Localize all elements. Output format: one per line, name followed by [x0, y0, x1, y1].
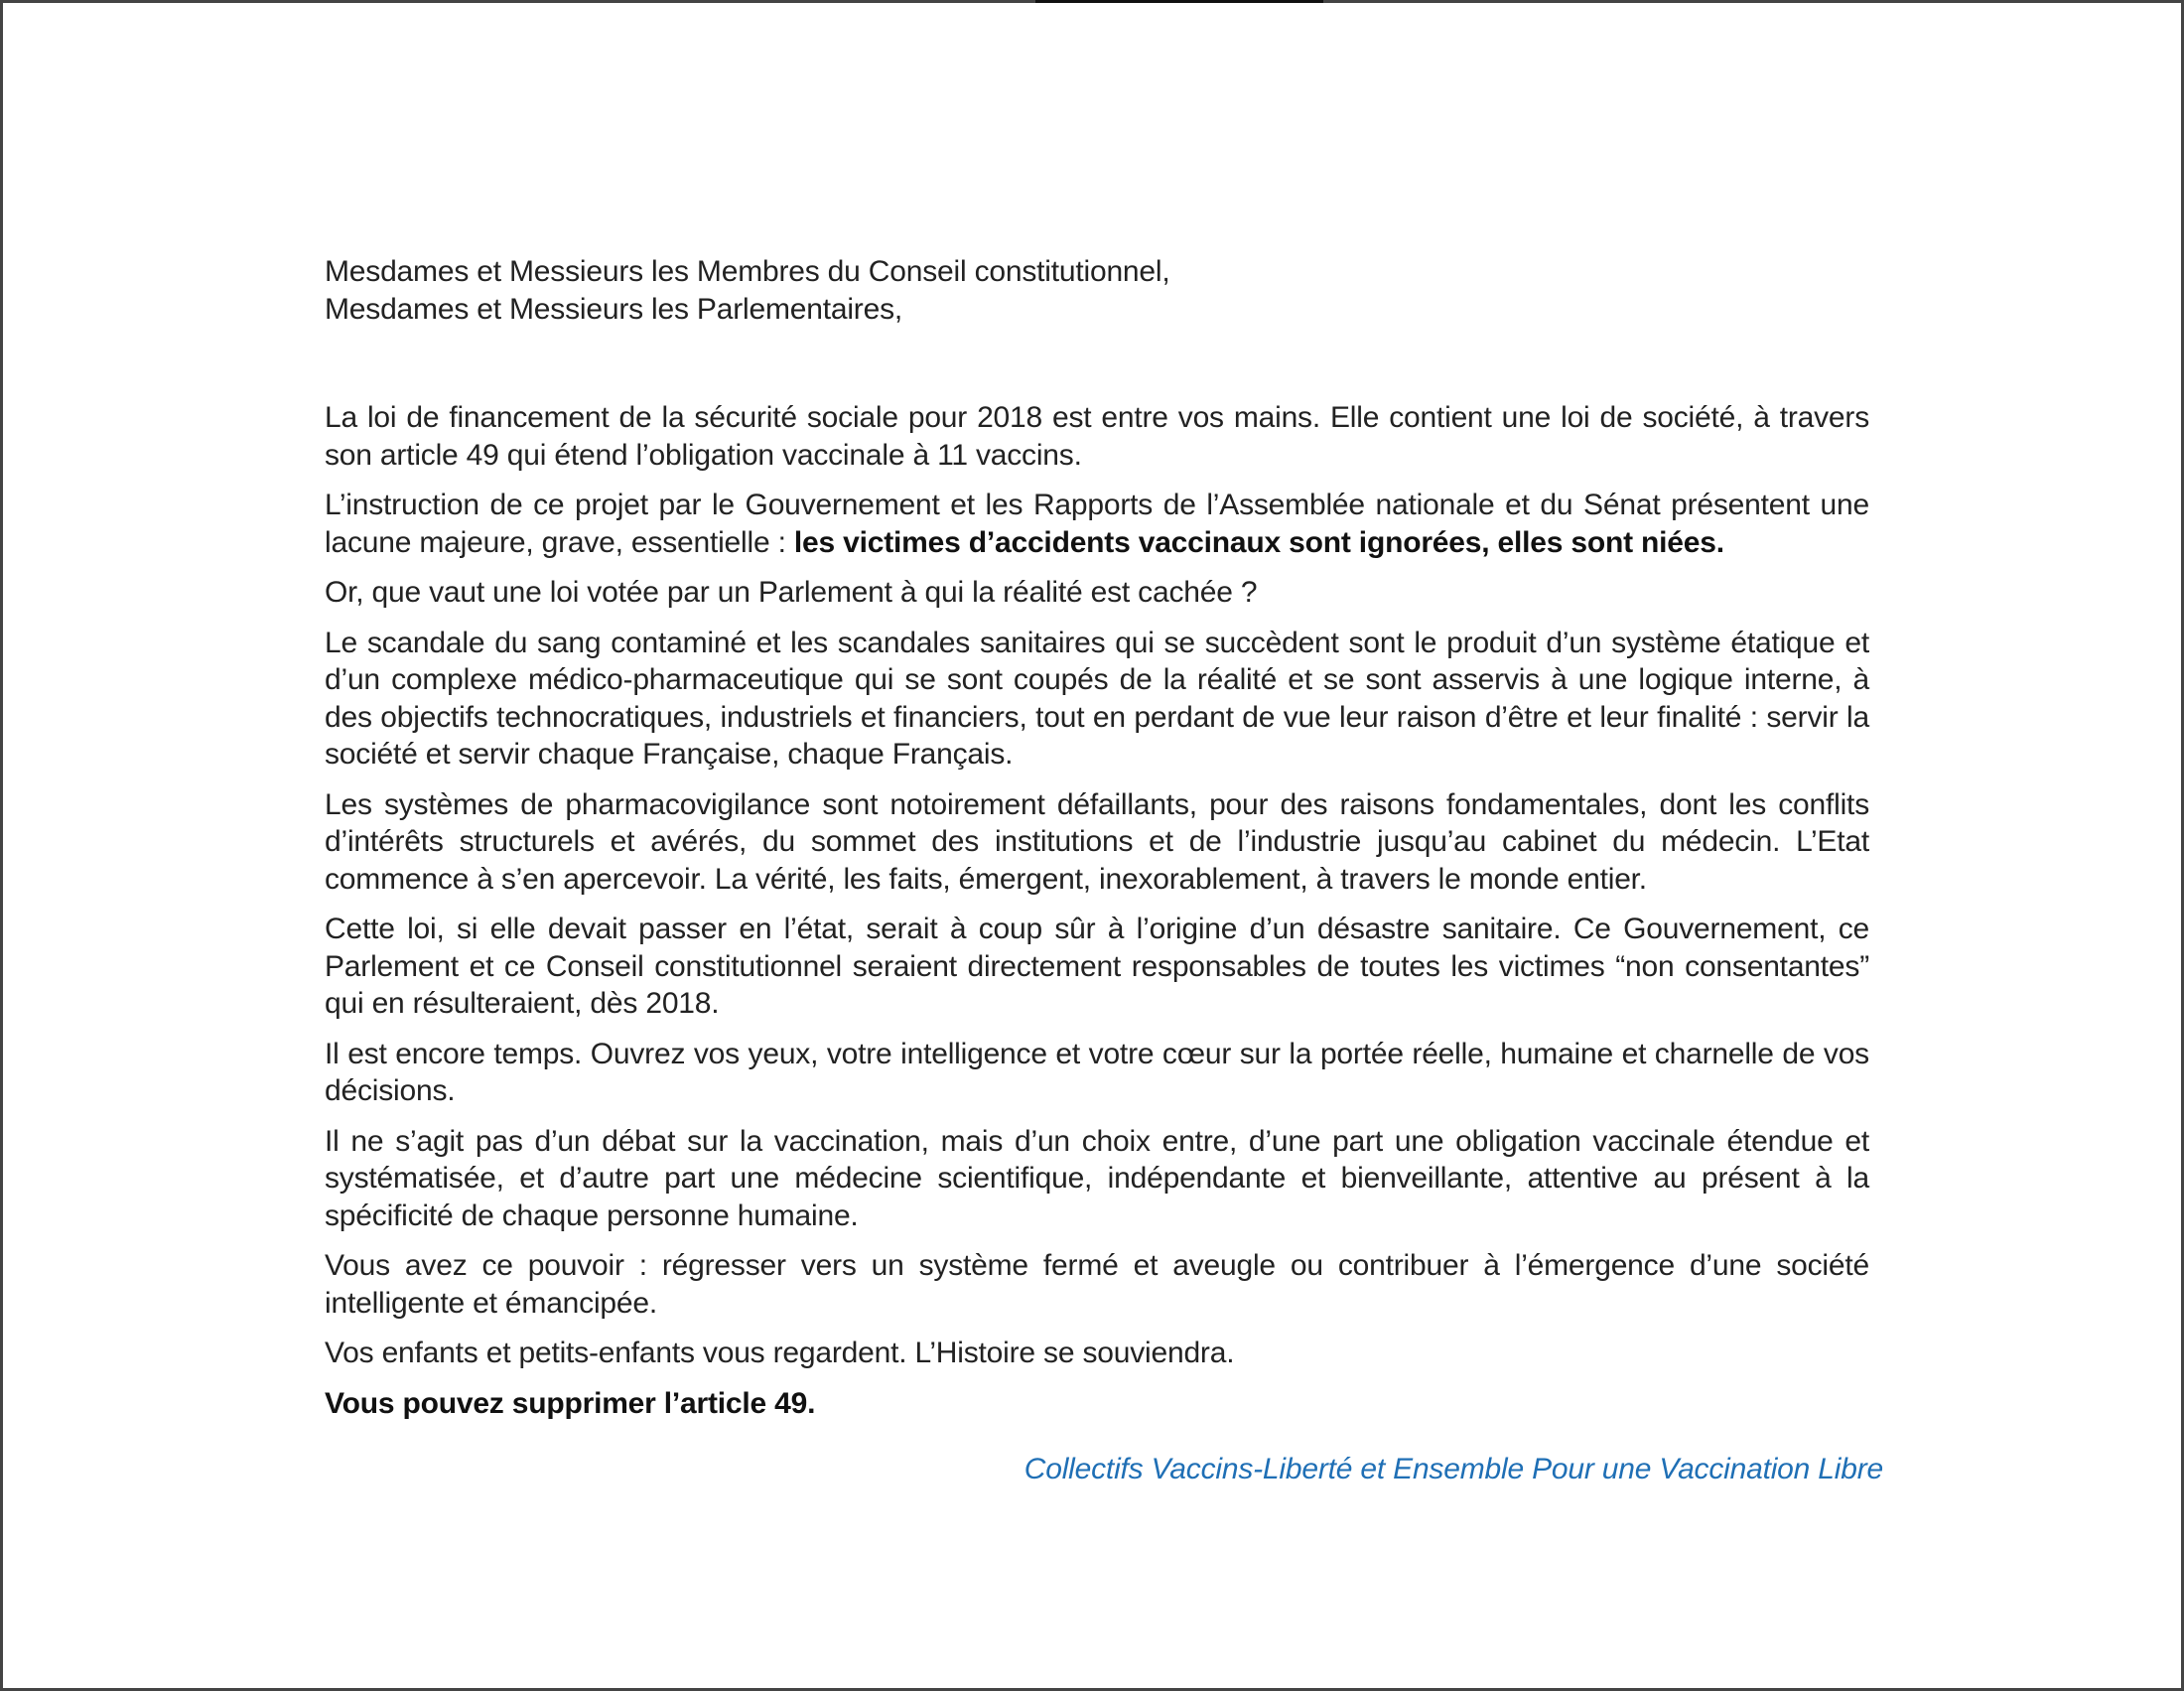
paragraph-4: Le scandale du sang contaminé et les scandales sanitaires qui se succèdent sont le produit d’un système étatique et d’un complexe médico-pharmaceutique qui se sont coupés de la réalité et se sont asservis à une logique interne, à des objectifs technocratiques, industriels et financiers, tout en perdant de vue leur raison d’être et leur finalité : servir la société et servir chaque Française, chaque Français.	[325, 626, 1869, 771]
letter-paragraphs	[325, 399, 1869, 1422]
paragraph-10: Vos enfants et petits-enfants vous regardent. L’Histoire se souviendra.	[325, 1337, 1235, 1369]
paragraph-8: Il ne s’agit pas d’un débat sur la vaccination, mais d’un choix entre, d’une part une obligation vaccinale étendue et systématisée, et d’autre part une médecine scientifique, indépendante et bienveillante, attentive au présent à la spécificité de chaque personne humaine.	[325, 1124, 1869, 1232]
paragraph-2	[325, 487, 1869, 561]
salutation-line-2: Mesdames et Messieurs les Parlementaires,	[325, 292, 903, 326]
salutation-line-1: Mesdames et Messieurs les Membres du Conseil constitutionnel,	[325, 255, 1170, 288]
paragraph-1: La loi de financement de la sécurité sociale pour 2018 est entre vos mains. Elle contient une loi de société, à travers son article 49 qui étend l’obligation vaccinale à 11 vaccins.	[325, 401, 1869, 472]
paragraph-3: Or, que vaut une loi votée par un Parlement à qui la réalité est cachée ?	[325, 576, 1258, 609]
letter-body	[325, 253, 1883, 1488]
paragraph-5: Les systèmes de pharmacovigilance sont notoirement défaillants, pour des raisons fondamentales, dont les conflits d’intérêts structurels et avérés, du sommet des institutions et de l’industrie jusqu’au cabinet du médecin. L’Etat commence à s’en apercevoir. La vérité, les faits, émergent, inexorablement, à travers le monde entier.	[325, 787, 1869, 896]
paragraph-2-intro: L’instruction de ce projet par le Gouvernement et les Rapports de l’Assemblée nationale et du Sénat présentent une lacune majeure, grave, essentielle :	[325, 489, 1869, 559]
paragraph-6: Cette loi, si elle devait passer en l’état, serait à coup sûr à l’origine d’un désastre sanitaire. Ce Gouvernement, ce Parlement et ce Conseil constitutionnel seraient directement responsables de toutes les victimes “non consentantes” qui en résulteraient, dès 2018.	[325, 913, 1869, 1020]
signature: Collectifs Vaccins-Liberté et Ensemble Pour une Vaccination Libre	[1024, 1453, 1883, 1485]
paragraph-2-emphasis: les victimes d’accidents vaccinaux sont ignorées, elles sont niées.	[793, 525, 1724, 559]
paragraph-9: Vous avez ce pouvoir : régresser vers un système fermé et aveugle ou contribuer à l’émergence d’une société intelligente et émancipée.	[325, 1249, 1869, 1320]
top-edge-marker	[1035, 0, 1323, 3]
closing-statement: Vous pouvez supprimer l’article 49.	[325, 1386, 816, 1420]
paragraph-7: Il est encore temps. Ouvrez vos yeux, votre intelligence et votre cœur sur la portée réelle, humaine et charnelle de vos décisions.	[325, 1037, 1869, 1107]
salutation	[325, 253, 1869, 328]
